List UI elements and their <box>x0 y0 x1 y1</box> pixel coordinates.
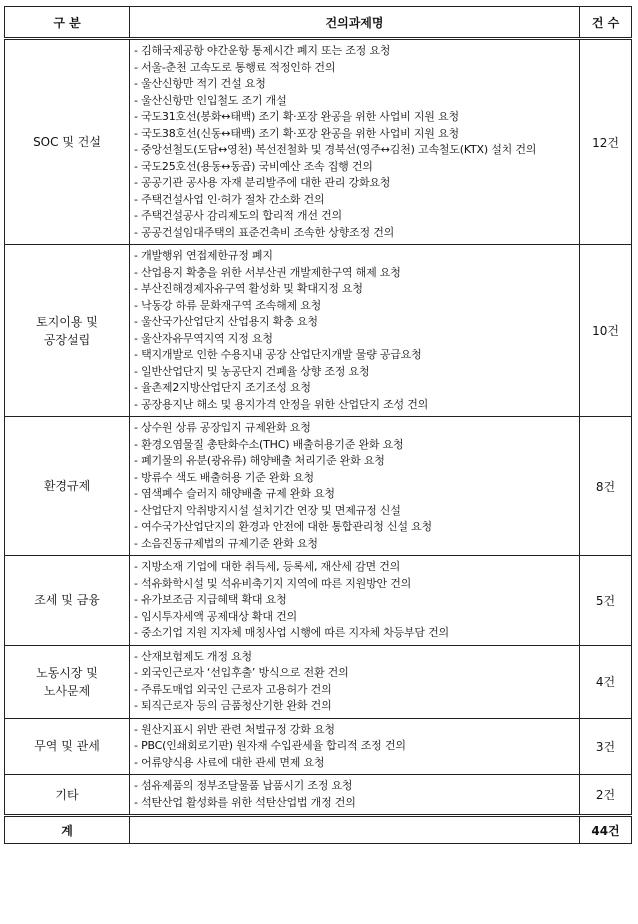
proposal-item: - 울산신항만 인입철도 조기 개설 <box>134 93 287 107</box>
proposal-item: - 상수원 상류 공장입지 규제완화 요청 <box>134 421 311 434</box>
proposal-item: - 공공건설임대주택의 표준건축비 조속한 상향조정 건의 <box>134 225 395 239</box>
total-empty <box>130 816 580 844</box>
proposal-item: - 낙동강 하류 문화재구역 조속해제 요청 <box>134 298 322 312</box>
proposal-item: - 중소기업 지원 지자체 매칭사업 시행에 따른 지자체 차등부담 건의 <box>134 626 449 639</box>
section-count: 2건 <box>580 775 632 816</box>
section-items <box>130 39 580 245</box>
section-items <box>130 775 580 816</box>
proposal-item: - 석유화학시설 및 석유비축기지 지역에 따른 지원방안 건의 <box>134 576 412 590</box>
section-count: 3건 <box>580 718 632 775</box>
section-row <box>5 417 632 556</box>
proposal-item: - 부산진해경제자유구역 활성화 및 확대지정 요청 <box>134 282 363 295</box>
proposal-item: - 서울-춘천 고속도로 통행료 적정인하 건의 <box>134 60 336 74</box>
section-category <box>5 556 130 646</box>
section-category-line: 노사문제 <box>43 683 91 698</box>
total-label: 계 <box>5 816 130 844</box>
section-row <box>5 775 632 816</box>
proposal-item: - 일반산업단지 및 농공단지 건폐율 상향 조정 요청 <box>134 364 370 378</box>
section-row <box>5 645 632 718</box>
proposal-item: - 여수국가산업단지의 환경과 안전에 대한 통합관리청 신설 요청 <box>134 520 432 533</box>
section-items <box>130 245 580 417</box>
section-category-line: 공장설립 <box>43 332 91 347</box>
section-category <box>5 417 130 556</box>
header-row <box>5 7 632 39</box>
section-items <box>130 645 580 718</box>
section-category <box>5 718 130 775</box>
section-count: 8건 <box>580 417 632 556</box>
section-category <box>5 39 130 245</box>
proposal-item: - 폐기물의 유분(광유류) 해양배출 처리기준 완화 요청 <box>134 454 385 467</box>
section-items <box>130 718 580 775</box>
proposal-item: - PBC(인쇄회로기판) 원자재 수입관세율 합리적 조정 건의 <box>134 739 406 752</box>
section-items <box>130 556 580 646</box>
proposal-item: - 퇴직근로자 등의 금품청산기한 완화 건의 <box>134 699 332 712</box>
proposal-item: - 임시투자세액 공제대상 확대 건의 <box>134 609 297 623</box>
section-category-line: 환경규제 <box>43 479 91 493</box>
proposal-item: - 개발행위 연접제한규정 폐지 <box>134 249 273 262</box>
section-category <box>5 645 130 718</box>
header-title: 건의과제명 <box>130 7 580 39</box>
proposal-item: - 주택건설공사 감리제도의 합리적 개선 건의 <box>134 209 342 222</box>
section-category-line: 토지이용 및 <box>36 314 98 329</box>
total-row <box>5 816 632 844</box>
section-items <box>130 417 580 556</box>
section-category-line: 기타 <box>55 787 79 802</box>
proposal-item: - 공장용지난 해소 및 용지가격 안정을 위한 산업단지 조성 건의 <box>134 397 429 411</box>
section-category-line: 조세 및 금융 <box>34 593 100 608</box>
proposal-item: - 원산지표시 위반 관련 처벌규정 강화 요청 <box>134 722 335 736</box>
proposal-item: - 환경오염물질 총탄화수소(THC) 배출허용기준 완화 요청 <box>134 437 404 451</box>
section-category <box>5 775 130 816</box>
proposal-item: - 주류도매업 외국인 근로자 고용허가 건의 <box>134 682 332 696</box>
proposal-item: - 국도38호선(신동↔태백) 조기 확·포장 완공을 위한 사업비 지원 요청 <box>134 126 459 140</box>
proposal-item: - 중앙선철도(도담↔영천) 복선전철화 및 경북선(영주↔김천) 고속철도(KTX) 설치 건의 <box>134 143 537 156</box>
proposal-item: - 주택건설사업 인·허가 절차 간소화 건의 <box>134 192 325 206</box>
section-category-line: SOC 및 건설 <box>33 135 101 149</box>
proposal-item: - 산업단지 악취방지시설 설치기간 연장 및 면제규정 신설 <box>134 503 401 517</box>
section-count: 12건 <box>580 39 632 245</box>
total-count: 44건 <box>580 816 632 844</box>
proposal-item: - 국도25호선(용동↔동곱) 국비예산 조속 집행 건의 <box>134 159 373 173</box>
proposal-item: - 염색폐수 슬러지 해양배출 규제 완화 요청 <box>134 487 335 500</box>
proposal-item: - 국도31호선(봉화↔태백) 조기 확·포장 완공을 위한 사업비 지원 요청 <box>134 110 459 123</box>
proposal-item: - 울산자유무역지역 지정 요청 <box>134 331 273 345</box>
section-count: 4건 <box>580 645 632 718</box>
section-category-line: 무역 및 관세 <box>34 739 100 754</box>
proposal-table <box>4 6 632 844</box>
header-count: 건 수 <box>580 7 632 39</box>
section-row <box>5 718 632 775</box>
proposal-item: - 소음진동규제법의 규제기준 완화 요청 <box>134 536 318 550</box>
proposal-item: - 공공기관 공사용 자재 분리발주에 대한 관리 강화요청 <box>134 176 391 189</box>
proposal-item: - 유가보조금 지급혜택 확대 요청 <box>134 593 287 606</box>
proposal-item: - 어류양식용 사료에 대한 관세 면제 요청 <box>134 755 325 769</box>
section-row <box>5 556 632 646</box>
section-count: 5건 <box>580 556 632 646</box>
proposal-item: - 섬유제품의 정부조달물품 납품시기 조정 요청 <box>134 779 353 792</box>
proposal-item: - 울산신항만 적기 건설 요청 <box>134 77 266 90</box>
table-body <box>5 39 632 816</box>
section-row <box>5 39 632 245</box>
section-row <box>5 245 632 417</box>
proposal-item: - 율촌제2지방산업단지 조기조성 요청 <box>134 381 311 394</box>
proposal-item: - 택지개발로 인한 수용지내 공장 산업단지개발 물량 공급요청 <box>134 348 422 361</box>
proposal-item: - 석탄산업 활성화를 위한 석탄산업법 개정 건의 <box>134 795 356 809</box>
section-count: 10건 <box>580 245 632 417</box>
section-category <box>5 245 130 417</box>
proposal-item: - 방류수 색도 배출허용 기준 완화 요청 <box>134 470 314 484</box>
proposal-item: - 지방소재 기업에 대한 취득세, 등록세, 재산세 감면 건의 <box>134 560 401 573</box>
proposal-item: - 울산국가산업단지 산업용지 확충 요청 <box>134 315 318 328</box>
section-category-line: 노동시장 및 <box>36 665 98 680</box>
proposal-item: - 김해국제공항 야간운항 통제시간 폐지 또는 조정 요청 <box>134 44 391 57</box>
proposal-item: - 외국인근로자 ‘선입후출’ 방식으로 전환 건의 <box>134 666 349 679</box>
header-category: 구 분 <box>5 7 130 39</box>
proposal-item: - 산업용지 확충을 위한 서부산권 개발제한구역 해제 요청 <box>134 265 401 279</box>
proposal-item: - 산재보험제도 개정 요청 <box>134 649 252 663</box>
